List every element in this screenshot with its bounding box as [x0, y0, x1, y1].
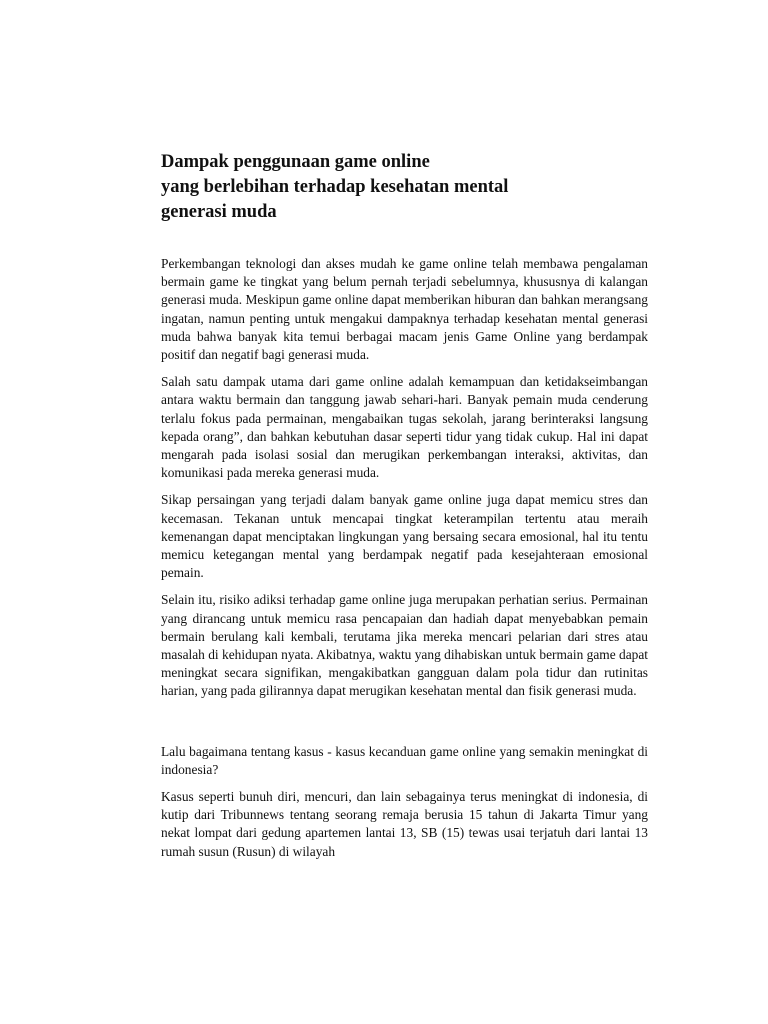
body-paragraph: Selain itu, risiko adiksi terhadap game online juga merupakan perhatian serius. Permainan yang dirancang untuk memicu rasa pencapaian dan hadiah dapat menyebabkan pemain bermain berulang kali kembali, terutama jika mereka mencari pelarian dari stres atau masalah di kehidupan nyata. Akibatnya, waktu yang dihabiskan untuk bermain game dapat meningkat secara signifikan, mengakibatkan gangguan dalam pola tidur dan rutinitas harian, yang pada gilirannya dapat merugikan kesehatan mental dan fisik generasi muda.	[161, 592, 648, 699]
body-paragraph: Kasus seperti bunuh diri, mencuri, dan lain sebagainya terus meningkat di indonesia, di kutip dari Tribunnews tentang seorang remaja berusia 15 tahun di Jakarta Timur yang nekat lompat dari gedung apartemen lantai 13, SB (15) tewas usai terjatuh dari lantai 13 rumah susun (Rusun) di wilayah	[161, 789, 648, 859]
question-paragraph: Lalu bagaimana tentang kasus - kasus kecanduan game online yang semakin meningkat di indonesia?	[161, 743, 648, 777]
title-line: generasi muda	[161, 202, 277, 222]
body-paragraph: Salah satu dampak utama dari game online adalah kemampuan dan ketidakseimbangan antara waktu bermain dan tanggung jawab sehari-hari. Banyak pemain muda cenderung terlalu fokus pada permainan, mengabaikan tugas sekolah, jarang berinteraksi langsung kepada orang”, dan bahkan kebutuhan dasar seperti tidur yang tidak cukup. Hal ini dapat mengarah pada isolasi sosial dan merugikan perkembangan interaksi, aktivitas, dan komunikasi pada mereka generasi muda.	[161, 374, 648, 481]
title-line: yang berlebihan terhadap kesehatan mental	[161, 177, 509, 197]
body-paragraph: Perkembangan teknologi dan akses mudah ke game online telah membawa pengalaman bermain game ke tingkat yang belum pernah terjadi sebelumnya, khususnya di kalangan generasi muda. Meskipun game online dapat memberikan hiburan dan bahkan merangsang ingatan, namun penting untuk mengakui dampaknya terhadap kesehatan mental generasi muda bahwa banyak kita temui berbagai macam jenis Game Online yang berdampak positif dan negatif bagi generasi muda.	[161, 256, 648, 363]
body-paragraph: Sikap persaingan yang terjadi dalam banyak game online juga dapat memicu stres dan kecemasan. Tekanan untuk mencapai tingkat keterampilan tertentu atau meraih kemenangan dapat menciptakan lingkungan yang bersaing secara emosional, hal itu tentu memicu ketegangan mental yang berdampak negatif pada kesejahteraan emosional pemain.	[161, 492, 648, 581]
title-line: Dampak penggunaan game online	[161, 152, 430, 172]
section-spacer	[161, 710, 648, 743]
document-content	[161, 150, 648, 870]
document-title	[161, 150, 648, 225]
